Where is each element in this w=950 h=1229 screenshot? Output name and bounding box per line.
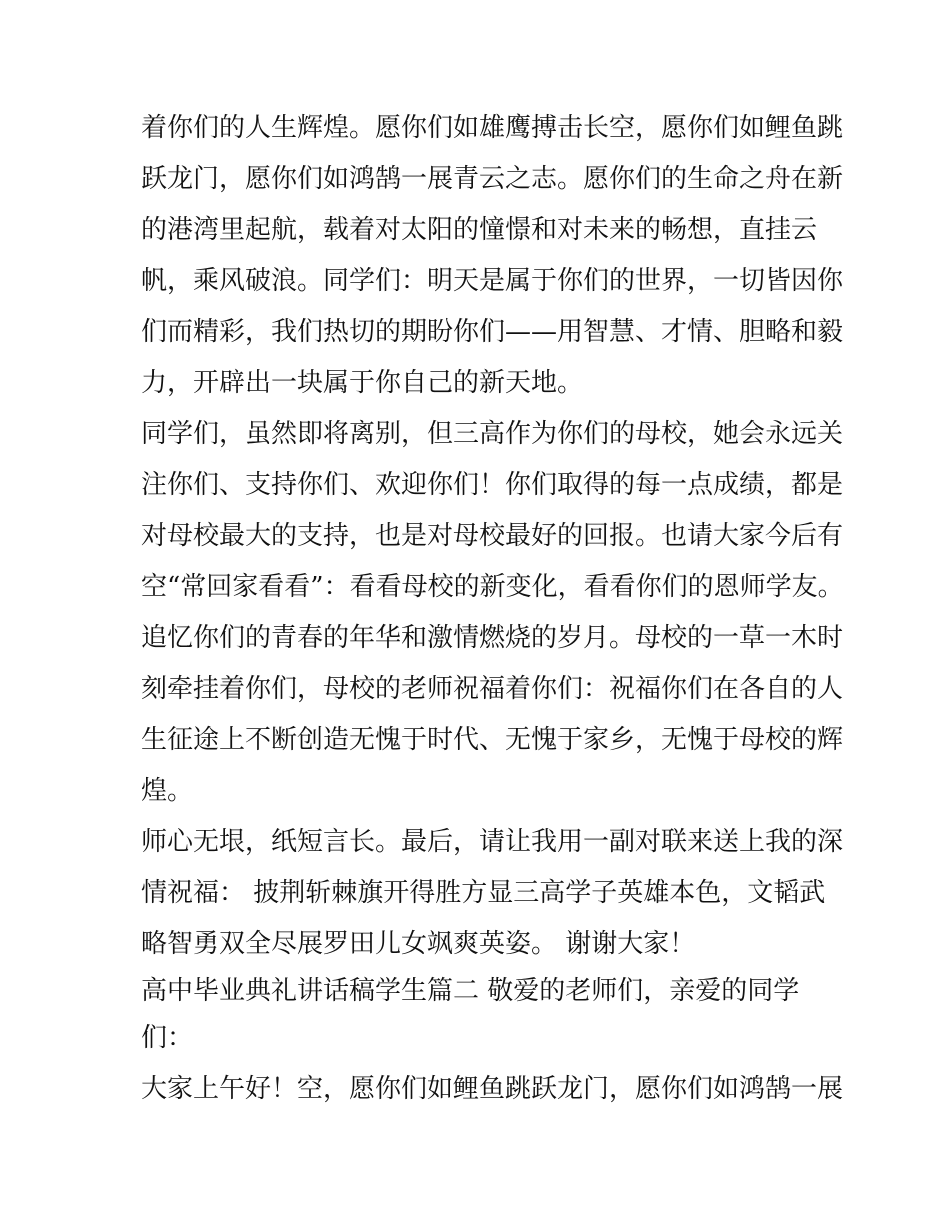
text-line: 对母校最大的支持，也是对母校最好的回报。也请大家今后有 bbox=[141, 521, 844, 551]
text-line: 力，开辟出一块属于你自己的新天地。 bbox=[141, 368, 584, 398]
text-line: 刻牵挂着你们，母校的老师祝福着你们：祝福你们在各自的人 bbox=[141, 674, 844, 704]
text-line: 高中毕业典礼讲话稿学生篇二 敬爱的老师们，亲爱的同学 bbox=[141, 976, 800, 1006]
text-line: 大家上午好！空，愿你们如鲤鱼跳跃龙门，愿你们如鸿鹄一展 bbox=[141, 1074, 844, 1104]
text-line: 煌。 bbox=[141, 776, 194, 806]
text-line: 的港湾里起航，载着对太阳的憧憬和对未来的畅想，直挂云 bbox=[141, 215, 818, 245]
text-line: 帆，乘风破浪。同学们：明天是属于你们的世界，一切皆因你 bbox=[141, 266, 844, 296]
text-line: 追忆你们的青春的年华和激情燃烧的岁月。母校的一草一木时 bbox=[141, 623, 844, 653]
text-line: 同学们，虽然即将离别，但三高作为你们的母校，她会永远关 bbox=[141, 419, 844, 449]
text-line: 生征途上不断创造无愧于时代、无愧于家乡，无愧于母校的辉 bbox=[141, 725, 844, 755]
text-line: 空“常回家看看”：看看母校的新变化，看看你们的恩师学友。 bbox=[141, 572, 844, 602]
text-line: 跃龙门，愿你们如鸿鹄一展青云之志。愿你们的生命之舟在新 bbox=[141, 164, 844, 194]
text-line: 师心无垠，纸短言长。最后，请让我用一副对联来送上我的深 bbox=[141, 827, 844, 857]
text-line: 着你们的人生辉煌。愿你们如雄鹰搏击长空，愿你们如鲤鱼跳 bbox=[141, 113, 844, 143]
document-body bbox=[141, 103, 844, 1115]
text-line: 们而精彩，我们热切的期盼你们——用智慧、才情、胆略和毅 bbox=[141, 317, 844, 347]
text-line: 们： bbox=[141, 1023, 194, 1053]
text-line: 略智勇双全尽展罗田儿女飒爽英姿。 谢谢大家！ bbox=[141, 929, 696, 959]
text-line: 情祝福： 披荆斩棘旗开得胜方显三高学子英雄本色，文韬武 bbox=[141, 878, 826, 908]
text-line: 注你们、支持你们、欢迎你们！你们取得的每一点成绩，都是 bbox=[141, 470, 844, 500]
